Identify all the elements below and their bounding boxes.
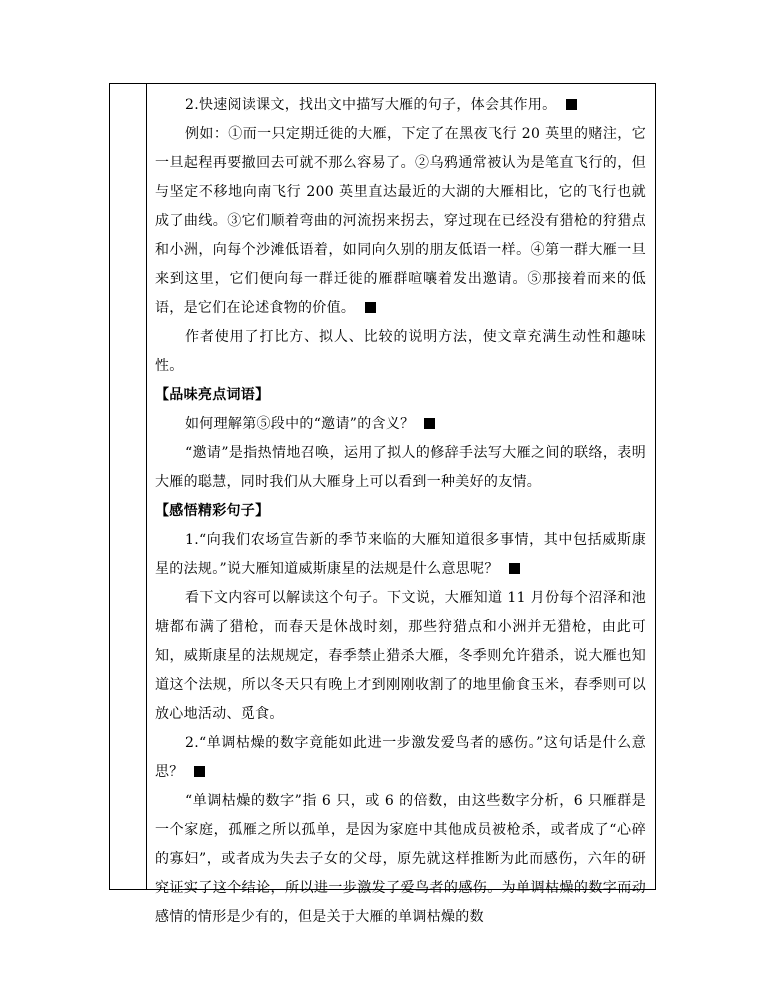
words-answer: “邀请”是指热情地召唤，运用了拟人的修辞手法写大雁之间的联络，表明大雁的聪慧，同时我们从大雁身上可以看到一种美好的友情。 xyxy=(155,445,646,490)
answer-marker-icon xyxy=(424,418,435,429)
sentence-question-1: 1.“向我们农场宣告新的季节来临的大雁知道很多事情，其中包括威斯康星的法规。”说大雁知道威斯康星的法规是什么意思呢？ xyxy=(155,532,646,577)
answer-marker-icon xyxy=(365,302,376,313)
content-cell xyxy=(146,84,655,925)
question-2-title: 2.快速阅读课文，找出文中描写大雁的句子，体会其作用。 xyxy=(185,97,557,113)
answer-marker-icon xyxy=(194,766,205,777)
sentence-answer-1: 看下文内容可以解读这个句子。下文说，大雁知道 11 月份每个沼泽和池塘都布满了猎枪，而春天是休战时刻，那些狩猎点和小洲并无猎枪，由此可知，威斯康星的法规规定，春季禁止猎杀大雁，冬季则允许猎杀，说大雁也知道这个法规，所以冬天只有晚上才到刚刚收割了的地里偷食玉米，春季则可以放心地活动、觅食。 xyxy=(155,590,646,722)
answer-marker-icon xyxy=(566,99,577,110)
section-heading-sentences: 【感悟精彩句子】 xyxy=(155,503,270,519)
question-2-summary: 作者使用了打比方、拟人、比较的说明方法，使文章充满生动性和趣味性。 xyxy=(155,329,646,374)
question-2-line xyxy=(155,91,646,120)
words-question-line xyxy=(155,410,646,439)
question-2-example: 例如：①而一只定期迁徙的大雁，下定了在黑夜飞行 20 英里的赌注，它一旦起程再要撤回去可就不那么容易了。②乌鸦通常被认为是笔直飞行的，但与坚定不移地向南飞行 200 英里直达最近的大湖的大雁相比，它的飞行也就成了曲线。③它们顺着弯曲的河流拐来拐去，穿过现在已经没有猎枪的狩猎点和小洲，向每个沙滩低语着，如同向久别的朋友低语一样。④第一群大雁一旦来到这里，它们便向每一群迁徙的雁群喧嚷着发出邀请。⑤那接着而来的低语，是它们在论述食物的价值。 xyxy=(155,126,646,316)
lesson-table xyxy=(109,83,656,925)
sentence-question-2: 2.“单调枯燥的数字竟能如此进一步激发爱鸟者的感伤。”这句话是什么意思？ xyxy=(155,735,646,780)
answer-marker-icon xyxy=(509,563,520,574)
sentence-question-1-line xyxy=(155,526,646,584)
words-question: 如何理解第⑤段中的“邀请”的含义？ xyxy=(185,416,415,432)
sentence-question-2-line xyxy=(155,729,646,787)
question-2-example-line xyxy=(155,120,646,323)
section-heading-words: 【品味亮点词语】 xyxy=(155,387,270,403)
sentence-answer-2: “单调枯燥的数字”指 6 只，或 6 的倍数，由这些数字分析，6 只雁群是一个家庭，孤雁之所以孤单，是因为家庭中其他成员被枪杀，或者成了“心碎的寡妇”，或者成为失去子女的父母，原先就这样推断为此而感伤，六年的研究证实了这个结论，所以进一步激发了爱鸟者的感伤。为单调枯燥的数字而动感情的情形是少有的，但是关于大雁的单调枯燥的数 xyxy=(155,793,646,925)
